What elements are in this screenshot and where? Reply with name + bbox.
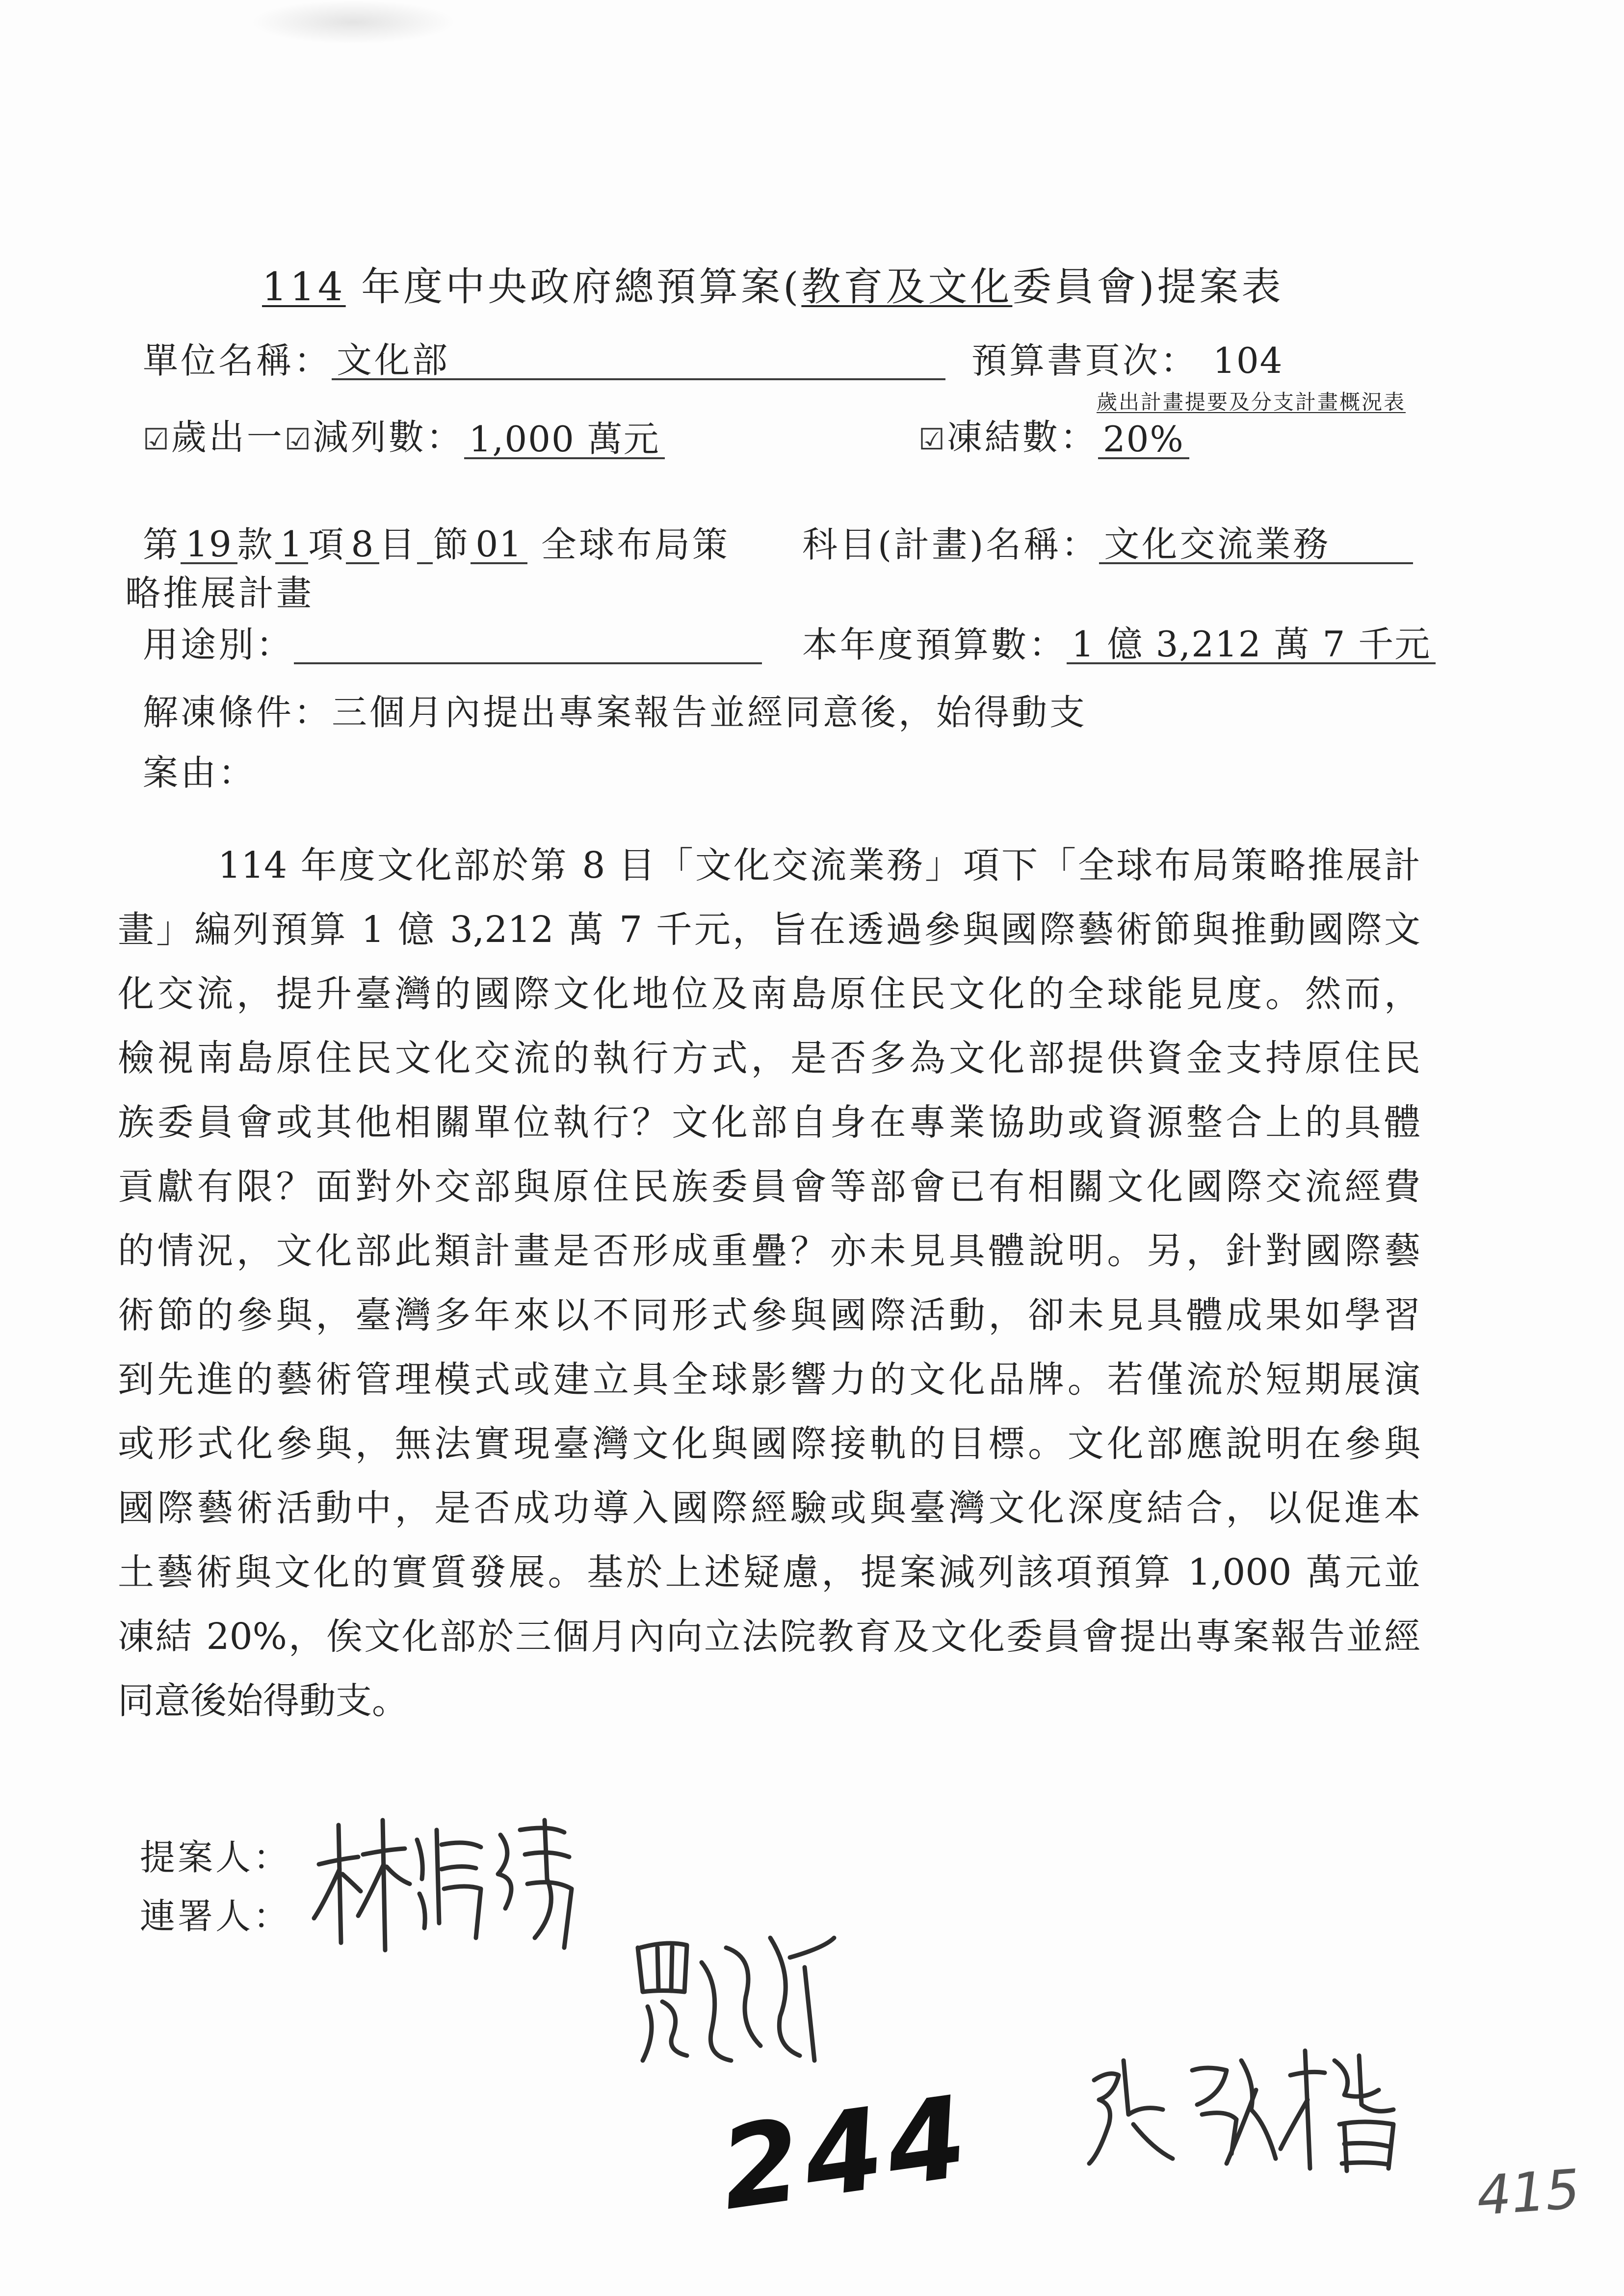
handwritten-page-number: 415	[1474, 2157, 1582, 2228]
section-code: 01	[471, 526, 527, 564]
reduction-value: 1,000 萬元	[464, 421, 665, 459]
reason-line: 族委員會或其他相關單位執行？文化部自身在專業協助或資源整合上的具體	[118, 1101, 1420, 1144]
page-title	[262, 265, 1284, 309]
subject-label: 科目(計畫)名稱：	[802, 524, 1100, 565]
unfreeze-value: 三個月內提出專案報告並經同意後，始得動支	[332, 692, 1088, 733]
reason-label: 案由：	[143, 752, 257, 793]
reason-line: 114 年度文化部於第 8 目「文化交流業務」項下「全球布局策略推展計	[218, 844, 1420, 887]
cosigner-signature-2	[1079, 2041, 1413, 2178]
page-ref-row	[971, 341, 1283, 380]
mu-label: 目	[379, 524, 418, 565]
reduction-row	[143, 417, 665, 459]
reason-line: 檢視南島原住民文化交流的執行方式，是否多為文化部提供資金支持原住民	[118, 1037, 1420, 1079]
reason-line: 化交流，提升臺灣的國際文化地位及南島原住民文化的全球能見度。然而，	[118, 973, 1420, 1015]
expenditure-label: 歲出一	[171, 417, 285, 458]
unfreeze-row	[143, 693, 1087, 732]
signature-strokes	[1089, 2051, 1393, 2171]
title-text-b: 委員會)提案表	[1012, 264, 1284, 310]
checked-checkbox-icon	[918, 417, 945, 459]
usage-value-blank	[294, 626, 762, 664]
checked-checkbox-icon	[143, 417, 169, 459]
reason-line: 或形式化參與，無法實現臺灣文化與國際接軌的目標。文化部應說明在參與	[118, 1423, 1420, 1465]
xiang-label: 項	[308, 524, 346, 565]
annual-budget-row	[802, 625, 1436, 664]
jie-label: 節	[433, 524, 471, 565]
unit-value: 文化部	[332, 342, 945, 380]
di-label: 第	[143, 524, 181, 565]
xiang-number: 1	[275, 526, 309, 564]
title-committee: 教育及文化	[801, 264, 1013, 310]
program-name-line1: 全球布局策	[541, 524, 730, 565]
title-year: 114	[262, 264, 346, 310]
program-name-line2: 略推展計畫	[125, 573, 314, 614]
mu-number: 8	[346, 526, 379, 564]
reason-line: 同意後始得動支。	[118, 1680, 408, 1722]
handwritten-number: 244	[712, 2071, 979, 2236]
title-text-a: 年度中央政府總預算案(	[345, 264, 802, 310]
usage-row	[143, 625, 762, 664]
usage-label: 用途別：	[143, 624, 294, 665]
jie-number-blank	[417, 526, 433, 564]
freeze-value: 20%	[1098, 421, 1189, 459]
unfreeze-label: 解凍條件：	[143, 692, 332, 733]
page-ref-note: 歲出計畫提要及分支計畫概況表	[1097, 390, 1406, 414]
reason-line: 土藝術與文化的實質發展。基於上述疑慮，提案減列該項預算 1,000 萬元並	[118, 1551, 1420, 1593]
reason-line: 到先進的藝術管理模式或建立具全球影響力的文化品牌。若僅流於短期展演	[118, 1358, 1420, 1401]
kuan-label: 款	[237, 524, 275, 565]
reason-line: 的情況，文化部此類計畫是否形成重疊？亦未見具體說明。另，針對國際藝	[118, 1230, 1420, 1272]
scan-smudge	[250, 0, 456, 44]
reason-line: 術節的參與，臺灣多年來以不同形式參與國際活動，卻未見具體成果如學習	[118, 1294, 1420, 1336]
budget-code-row	[143, 525, 730, 564]
proposer-signature	[304, 1810, 579, 1957]
signature-strokes	[638, 1938, 834, 2061]
subject-row	[802, 525, 1413, 564]
cosigner-label: 連署人：	[140, 1896, 291, 1937]
reason-line: 國際藝術活動中，是否成功導入國際經驗或與臺灣文化深度結合，以促進本	[118, 1487, 1420, 1529]
subject-value: 文化交流業務	[1099, 526, 1413, 564]
unit-row	[143, 341, 945, 380]
reason-line: 凍結 20%，俟文化部於三個月內向立法院教育及文化委員會提出專案報告並經	[118, 1616, 1420, 1658]
checked-checkbox-icon	[285, 417, 311, 459]
page-ref-label: 預算書頁次：	[971, 340, 1199, 381]
page-ref-value: 104	[1213, 340, 1283, 381]
kuan-number: 19	[181, 526, 237, 564]
reduction-label: 減列數：	[313, 417, 464, 458]
annual-budget-label: 本年度預算數：	[802, 624, 1067, 665]
unit-label: 單位名稱：	[143, 340, 332, 381]
proposer-label: 提案人：	[140, 1837, 291, 1878]
cosigner-signature-1	[628, 1918, 849, 2065]
reason-line: 貢獻有限？面對外交部與原住民族委員會等部會已有相關文化國際交流經費	[118, 1166, 1420, 1208]
reason-line: 畫」編列預算 1 億 3,212 萬 7 千元，旨在透過參與國際藝術節與推動國際文	[118, 909, 1420, 951]
freeze-label: 凍結數：	[946, 417, 1098, 458]
reason-paragraph	[118, 834, 1420, 1733]
annual-budget-value: 1 億 3,212 萬 7 千元	[1067, 626, 1436, 664]
signature-strokes	[314, 1820, 572, 1950]
freeze-row	[918, 417, 1189, 459]
